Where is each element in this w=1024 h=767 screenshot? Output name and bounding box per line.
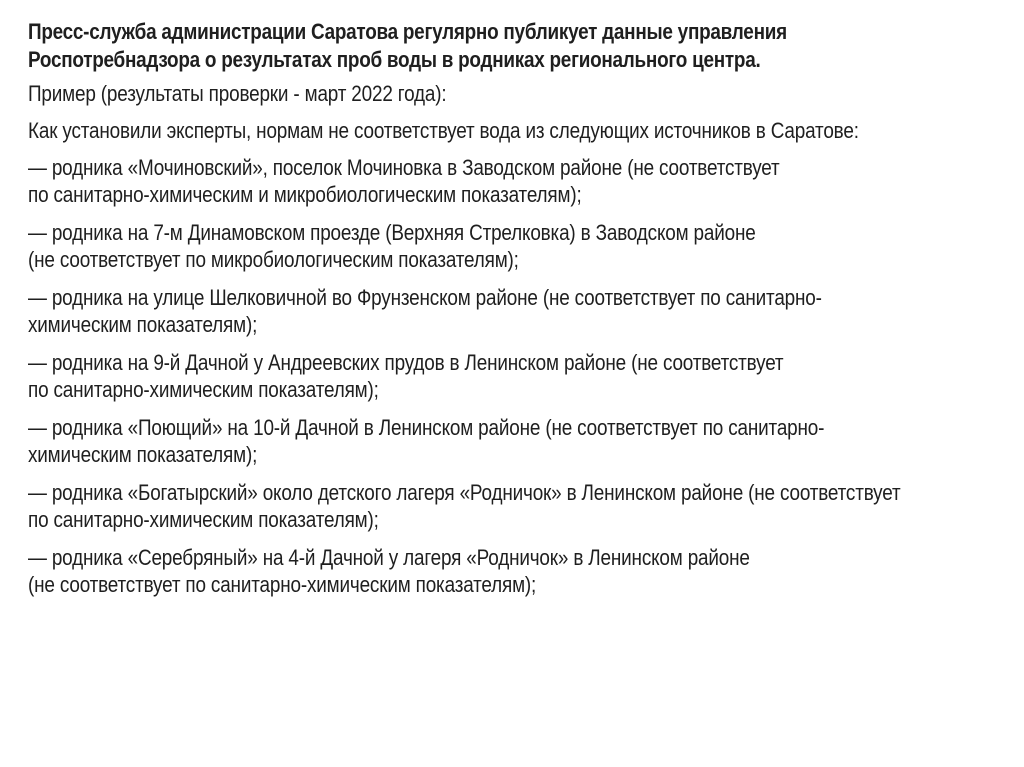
list-item-line: — родника «Поющий» на 10-й Дачной в Ленинском районе (не соответствует по санитарно- (28, 415, 825, 440)
list-item-line: — родника «Серебряный» на 4-й Дачной у лагеря «Родничок» в Ленинском районе (28, 545, 750, 570)
list-item (28, 479, 901, 533)
article (28, 18, 901, 609)
list-item-line: (не соответствует по санитарно-химическим показателям); (28, 572, 537, 597)
list-item-line: (не соответствует по микробиологическим показателям); (28, 247, 519, 272)
list-item (28, 219, 871, 273)
intro-line: Роспотребнадзора о результатах проб воды в родниках регионального центра. (28, 47, 761, 72)
list-item-line: — родника на 7-м Динамовском проезде (Верхняя Стрелковка) в Заводском районе (28, 220, 756, 245)
example-label: Пример (результаты проверки - март 2022 года): (28, 81, 447, 106)
list-item-line: — родника на улице Шелковичной во Фрунзенском районе (не соответствует по санитарно- (28, 285, 822, 310)
list-item-line: по санитарно-химическим показателям); (28, 377, 379, 402)
list-item (28, 414, 871, 468)
intro-line: Пресс-служба администрации Саратова регулярно публикует данные управления (28, 19, 787, 44)
springs-list (28, 154, 901, 598)
lead-paragraph: Как установили эксперты, нормам не соответствует вода из следующих источников в Саратове: (28, 118, 859, 143)
list-item (28, 349, 871, 403)
list-item-line: химическим показателям); (28, 312, 258, 337)
list-item-line: химическим показателям); (28, 442, 258, 467)
list-item-line: — родника на 9-й Дачной у Андреевских прудов в Ленинском районе (не соответствует (28, 350, 784, 375)
list-item-line: по санитарно-химическим и микробиологическим показателям); (28, 182, 582, 207)
list-item-line: по санитарно-химическим показателям); (28, 507, 379, 532)
list-item-line: — родника «Богатырский» около детского лагеря «Родничок» в Ленинском районе (не соответствует (28, 480, 901, 505)
list-item-line: — родника «Мочиновский», поселок Мочиновка в Заводском районе (не соответствует (28, 155, 780, 180)
list-item (28, 284, 871, 338)
intro-paragraph (28, 18, 871, 74)
list-item (28, 544, 871, 598)
list-item (28, 154, 871, 208)
